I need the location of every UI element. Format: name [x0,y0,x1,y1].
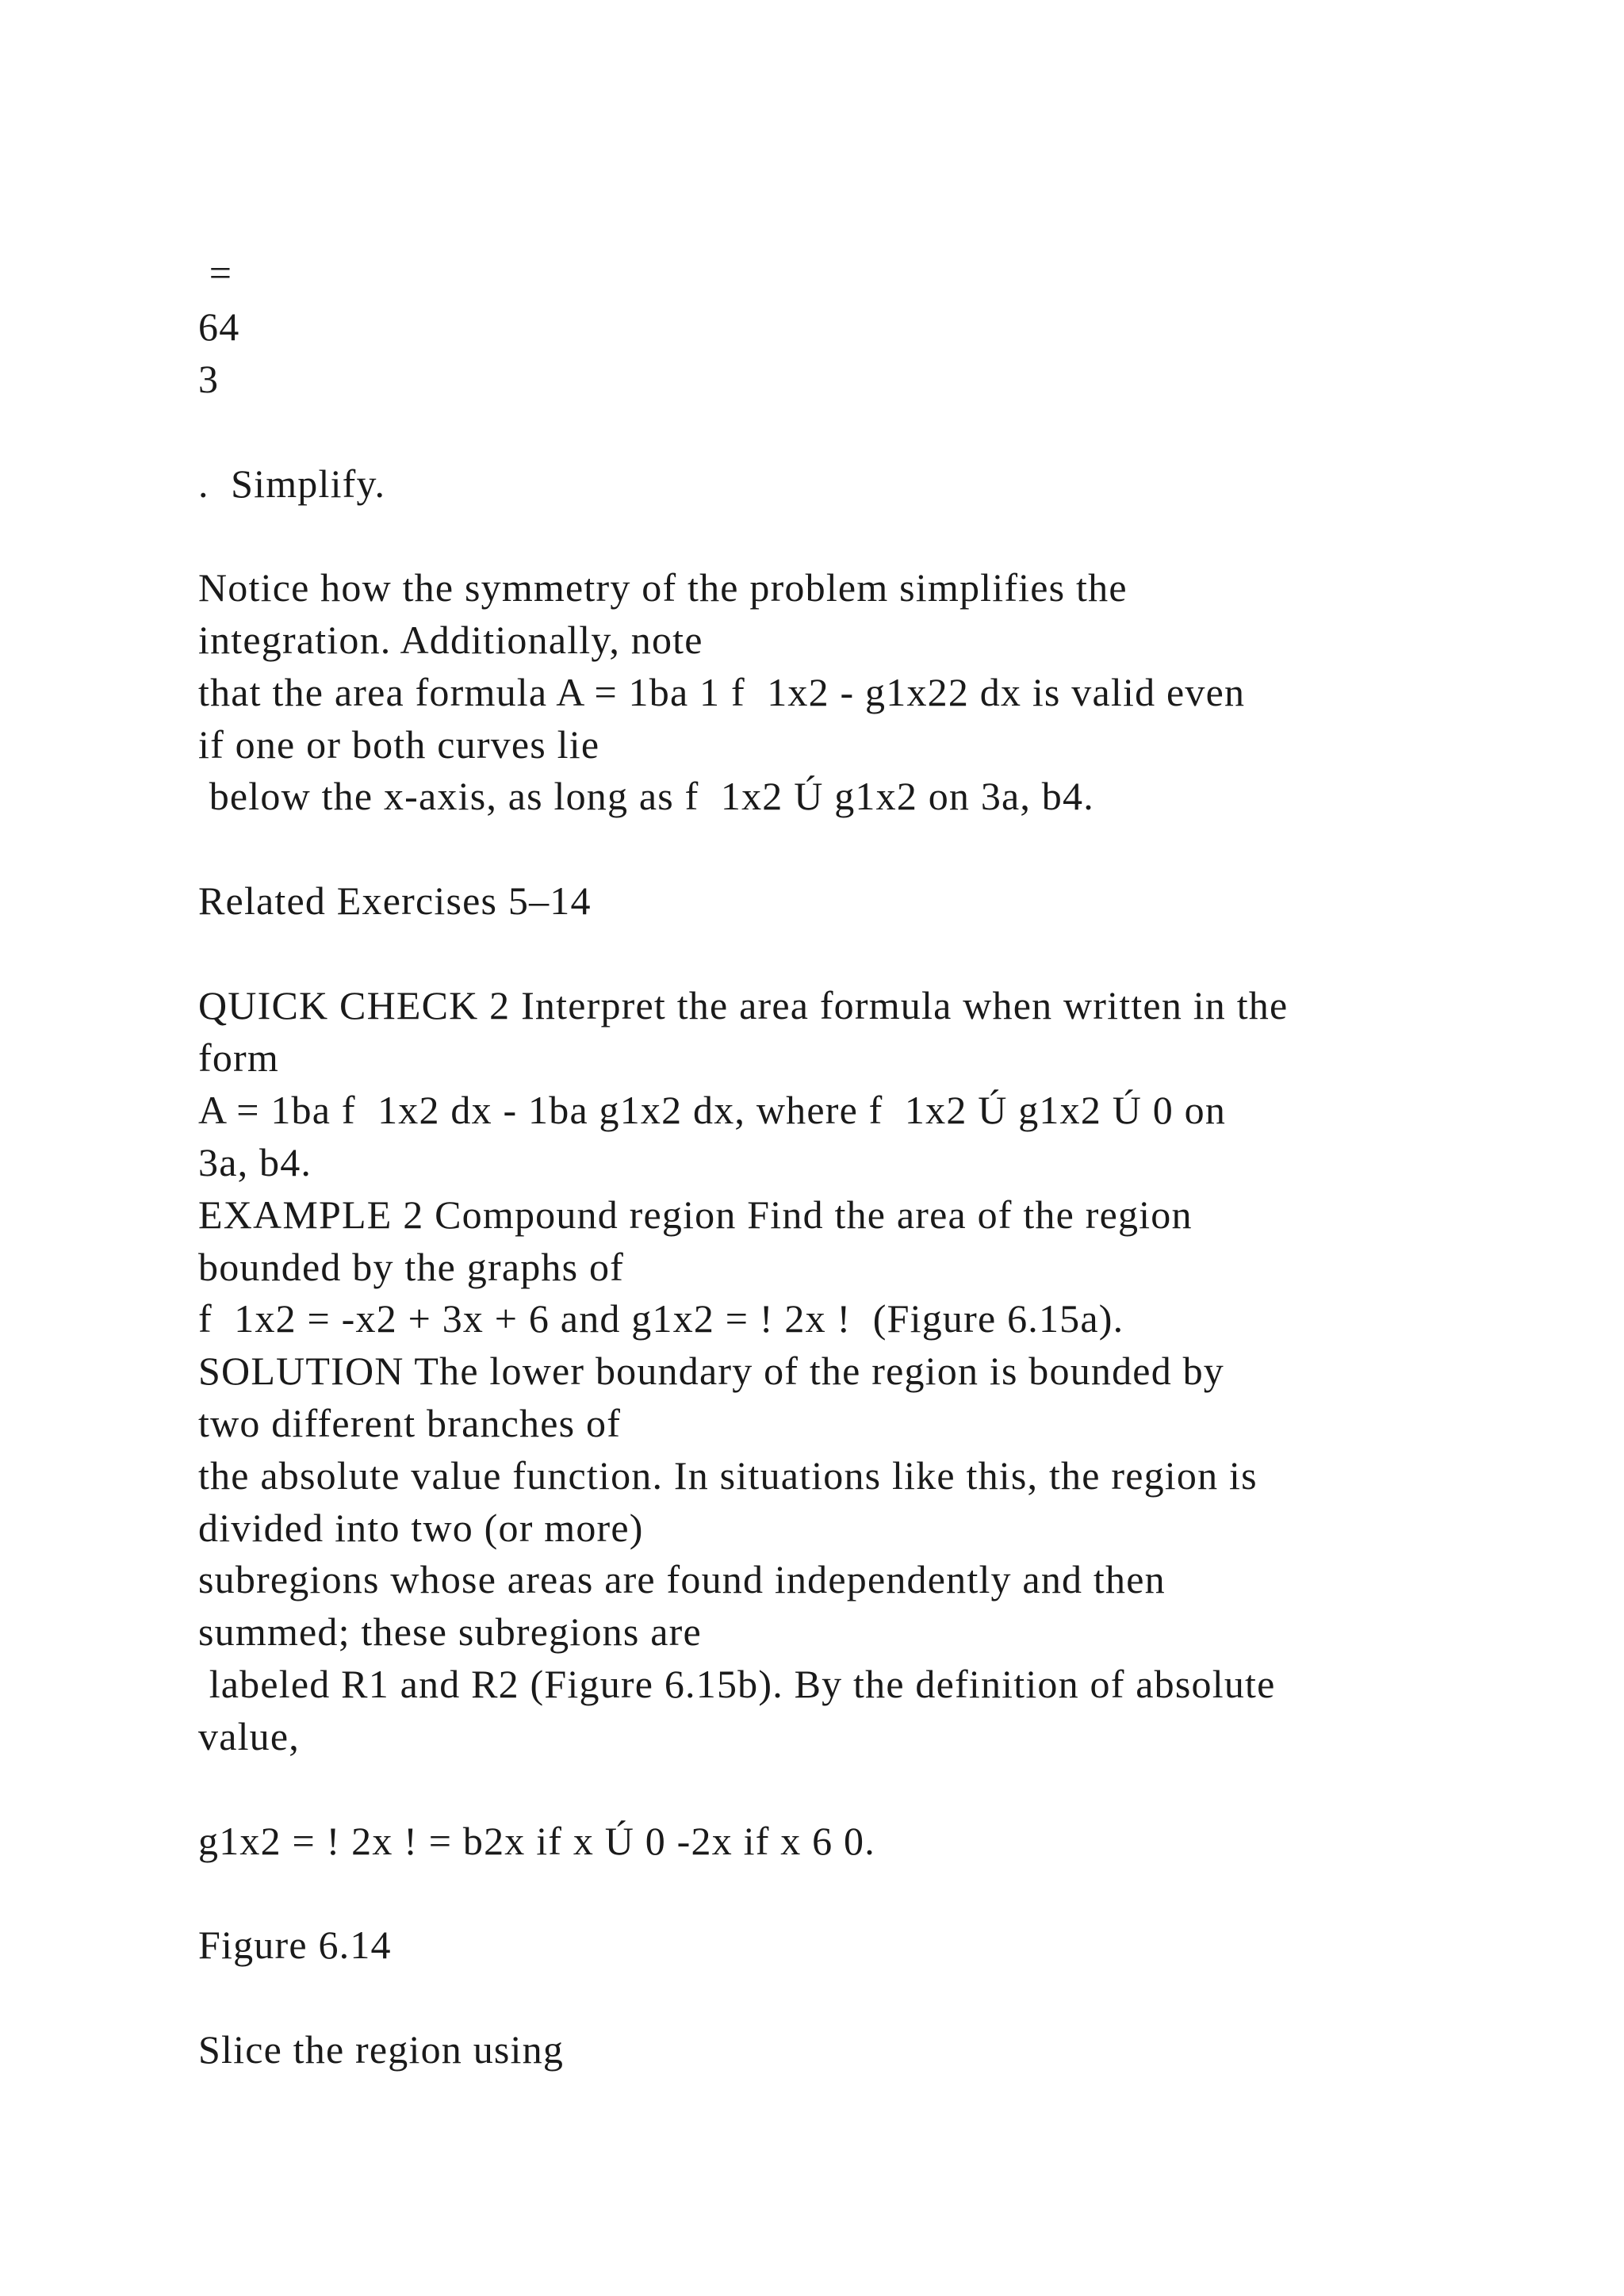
text-line: subregions whose areas are found independently and then [198,1557,1166,1601]
text-line: 3a, b4. [198,1140,312,1184]
text-line: that the area formula A = 1ba 1 f 1x2 - g1x22 dx is valid even [198,670,1246,714]
text-line: bounded by the graphs of [198,1245,625,1289]
text-line: Notice how the symmetry of the problem simplifies the [198,565,1128,610]
text-line: = [198,251,233,295]
text-line: Figure 6.14 [198,1923,392,1967]
text-line: form [198,1035,279,1080]
text-line: f 1x2 = -x2 + 3x + 6 and g1x2 = ! 2x ! (Figure 6.15a). [198,1296,1124,1341]
text-line: if one or both curves lie [198,722,600,767]
text-line: 64 [198,304,240,349]
text-line: two different branches of [198,1401,622,1445]
text-line: EXAMPLE 2 Compound region Find the area of the region [198,1192,1193,1237]
text-line: value, [198,1714,300,1758]
text-line: integration. Additionally, note [198,618,703,662]
text-line: Slice the region using [198,2027,565,2072]
text-line: g1x2 = ! 2x ! = b2x if x Ú 0 -2x if x 6 0. [198,1819,875,1863]
text-line: A = 1ba f 1x2 dx - 1ba g1x2 dx, where f 1x2 Ú g1x2 Ú 0 on [198,1088,1227,1132]
text-line: labeled R1 and R2 (Figure 6.15b). By the definition of absolute [198,1662,1276,1706]
text-line: 3 [198,357,220,401]
text-line: summed; these subregions are [198,1609,702,1654]
text-line: below the x-axis, as long as f 1x2 Ú g1x2 on 3a, b4. [198,774,1094,818]
text-line: SOLUTION The lower boundary of the region is bounded by [198,1349,1225,1393]
text-line: divided into two (or more) [198,1506,644,1550]
text-line: QUICK CHECK 2 Interpret the area formula when written in the [198,983,1289,1027]
text-line: Related Exercises 5–14 [198,878,592,923]
text-line: . Simplify. [198,461,386,506]
text-line: the absolute value function. In situations like this, the region is [198,1453,1258,1498]
